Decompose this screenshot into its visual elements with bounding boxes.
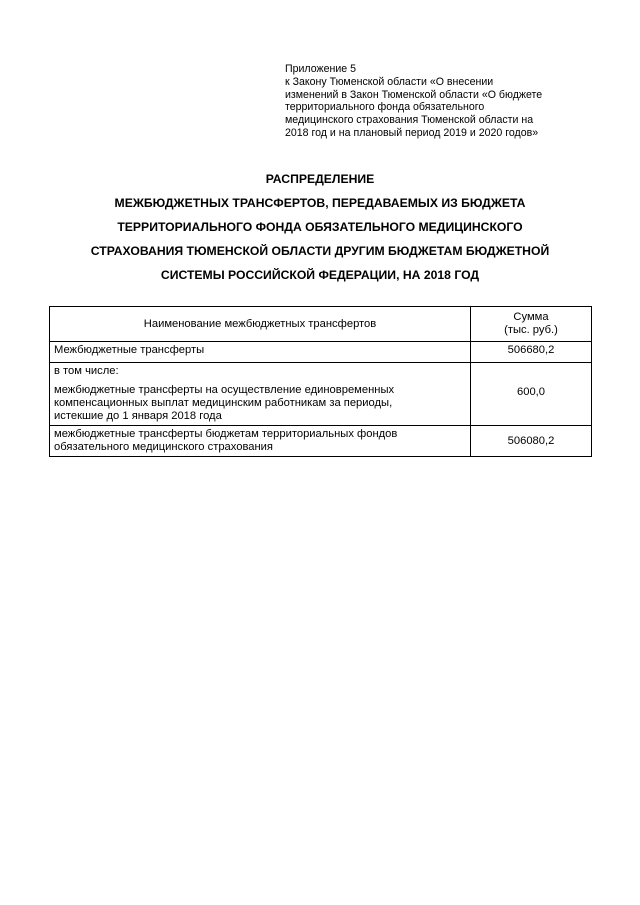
appendix-line: Приложение 5	[285, 63, 356, 75]
row-sublabel: в том числе:	[54, 365, 119, 377]
row-name: Межбюджетные трансферты	[50, 342, 471, 363]
appendix-line: медицинского страхования Тюменской области на	[285, 114, 534, 127]
row-name-line: компенсационных выплат медицинским работникам за периоды,	[54, 397, 393, 409]
appendix-line: 2018 год и на плановый период 2019 и 2020 годов»	[285, 126, 539, 139]
appendix-line: территориального фонда обязательного	[285, 101, 485, 114]
appendix-line: к Закону Тюменской области «О внесении	[285, 75, 494, 88]
table-header-row	[50, 307, 592, 342]
table-row	[50, 363, 592, 426]
header-sum-unit: (тыс. руб.)	[504, 324, 558, 336]
row-name-line: обязательного медицинского страхования	[54, 441, 273, 453]
title-line: МЕЖБЮДЖЕТНЫХ ТРАНСФЕРТОВ, ПЕРЕДАВАЕМЫХ ИЗ БЮДЖЕТА	[114, 196, 526, 210]
row-name-line: истекшие до 1 января 2018 года	[54, 410, 222, 422]
header-sum-line: Сумма	[513, 311, 549, 323]
header-name: Наименование межбюджетных трансфертов	[50, 307, 471, 342]
title-line: СТРАХОВАНИЯ ТЮМЕНСКОЙ ОБЛАСТИ ДРУГИМ БЮДЖЕТАМ БЮДЖЕТНОЙ	[90, 244, 550, 258]
row-name-line: межбюджетные трансферты на осуществление единовременных	[54, 384, 395, 396]
row-amount: 600,0	[517, 386, 545, 398]
transfers-table	[49, 306, 592, 457]
header-sum	[471, 307, 592, 342]
appendix-note	[285, 63, 585, 140]
row-name-line: межбюджетные трансферты бюджетам территориальных фондов	[54, 428, 398, 440]
row-amount: 506680,2	[471, 342, 592, 363]
row-name-cell	[50, 363, 471, 426]
appendix-line: изменений в Закон Тюменской области «О бюджете	[285, 88, 543, 101]
title-line: СИСТЕМЫ РОССИЙСКОЙ ФЕДЕРАЦИИ, НА 2018 ГОД	[160, 268, 480, 282]
row-amount-cell	[471, 363, 592, 426]
title-line: РАСПРЕДЕЛЕНИЕ	[265, 172, 375, 186]
table-row	[50, 342, 592, 363]
row-amount: 506080,2	[471, 426, 592, 457]
title-line: ТЕРРИТОРИАЛЬНОГО ФОНДА ОБЯЗАТЕЛЬНОГО МЕДИЦИНСКОГО	[117, 220, 523, 234]
table-row	[50, 426, 592, 457]
row-name-cell	[50, 426, 471, 457]
document-title	[30, 167, 610, 287]
